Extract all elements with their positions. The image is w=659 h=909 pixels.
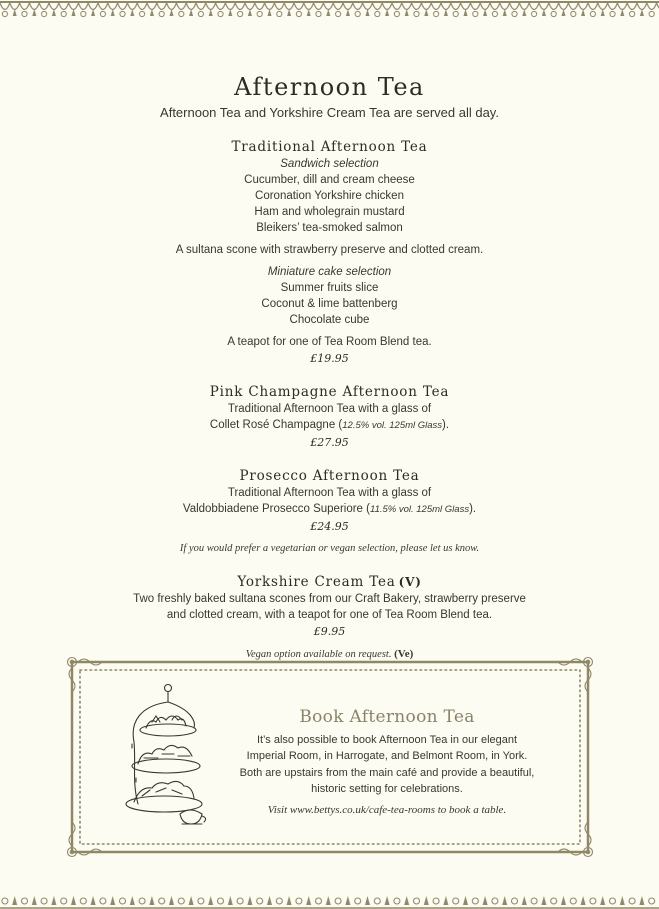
prosecco-line-2-end: ). xyxy=(469,503,477,515)
booking-body-line: It’s also possible to book Afternoon Tea in our elegant xyxy=(256,734,518,746)
sandwich-item: Coronation Yorkshire chicken xyxy=(255,190,404,202)
sandwich-heading: Sandwich selection xyxy=(280,158,379,170)
menu-content xyxy=(0,72,659,663)
cream-tea-line-1: Two freshly baked sultana scones from our Craft Bakery, strawberry preserve xyxy=(133,593,526,605)
booking-body xyxy=(222,732,552,797)
sandwich-item: Cucumber, dill and cream cheese xyxy=(244,174,415,186)
booking-title: Book Afternoon Tea xyxy=(299,707,475,727)
page-title: Afternoon Tea xyxy=(234,73,425,101)
vegetarian-tag: (V) xyxy=(398,575,422,589)
cream-tea-heading xyxy=(0,573,659,591)
vegan-note-text: Vegan option available on request. xyxy=(245,649,392,660)
pink-line-2 xyxy=(0,417,659,434)
pink-line-2-end: ). xyxy=(442,419,450,431)
prosecco-line-1: Traditional Afternoon Tea with a glass of xyxy=(227,487,432,499)
pink-line-2-text: Collet Rosé Champagne ( xyxy=(209,419,343,431)
booking-box xyxy=(66,656,594,858)
prosecco-price: £24.95 xyxy=(310,520,349,533)
prosecco-line-2-text: Valdobbiadene Prosecco Superiore ( xyxy=(182,503,370,515)
cake-heading: Miniature cake selection xyxy=(267,266,392,278)
cake-stand-illustration xyxy=(122,682,206,832)
prosecco-line-2 xyxy=(0,501,659,518)
traditional-price: £19.95 xyxy=(310,352,349,365)
cake-item: Coconut & lime battenberg xyxy=(261,298,398,310)
pink-price: £27.95 xyxy=(310,436,349,449)
sandwich-item: Bleikers’ tea-smoked salmon xyxy=(256,222,403,234)
booking-link[interactable]: Visit www.bettys.co.uk/cafe-tea-rooms to book a table. xyxy=(267,804,507,817)
prosecco-detail: 11.5% vol. 125ml Glass xyxy=(369,504,470,515)
traditional-heading: Traditional Afternoon Tea xyxy=(231,139,428,155)
cream-tea-price: £9.95 xyxy=(313,625,346,638)
booking-body-line: historic setting for celebrations. xyxy=(311,782,463,795)
booking-body-line: Both are upstairs from the main café and provide a beautiful, xyxy=(239,766,535,779)
dietary-note: If you would prefer a vegetarian or vegan selection, please let us know. xyxy=(179,543,480,554)
prosecco-heading: Prosecco Afternoon Tea xyxy=(239,468,420,484)
cake-item: Chocolate cube xyxy=(289,314,370,326)
vegan-tag: (Ve) xyxy=(394,648,414,660)
bottom-border-ornament xyxy=(0,893,659,909)
cream-tea-title: Yorkshire Cream Tea xyxy=(237,574,396,590)
booking-text xyxy=(222,706,552,818)
cream-tea-line-2: and clotted cream, with a teapot for one of Tea Room Blend tea. xyxy=(166,609,493,621)
pink-detail: 12.5% vol. 125ml Glass xyxy=(342,420,443,431)
top-border-ornament xyxy=(0,0,659,22)
page-subtitle: Afternoon Tea and Yorkshire Cream Tea are served all day. xyxy=(160,105,499,120)
pink-heading: Pink Champagne Afternoon Tea xyxy=(209,384,450,400)
pink-line-1: Traditional Afternoon Tea with a glass of xyxy=(227,403,432,415)
scone-line: A sultana scone with strawberry preserve and clotted cream. xyxy=(175,244,484,256)
booking-body-line: Imperial Room, in Harrogate, and Belmont Room, in York. xyxy=(246,750,528,763)
teapot-line: A teapot for one of Tea Room Blend tea. xyxy=(227,336,432,348)
sandwich-item: Ham and wholegrain mustard xyxy=(254,206,405,218)
cake-item: Summer fruits slice xyxy=(280,282,379,294)
